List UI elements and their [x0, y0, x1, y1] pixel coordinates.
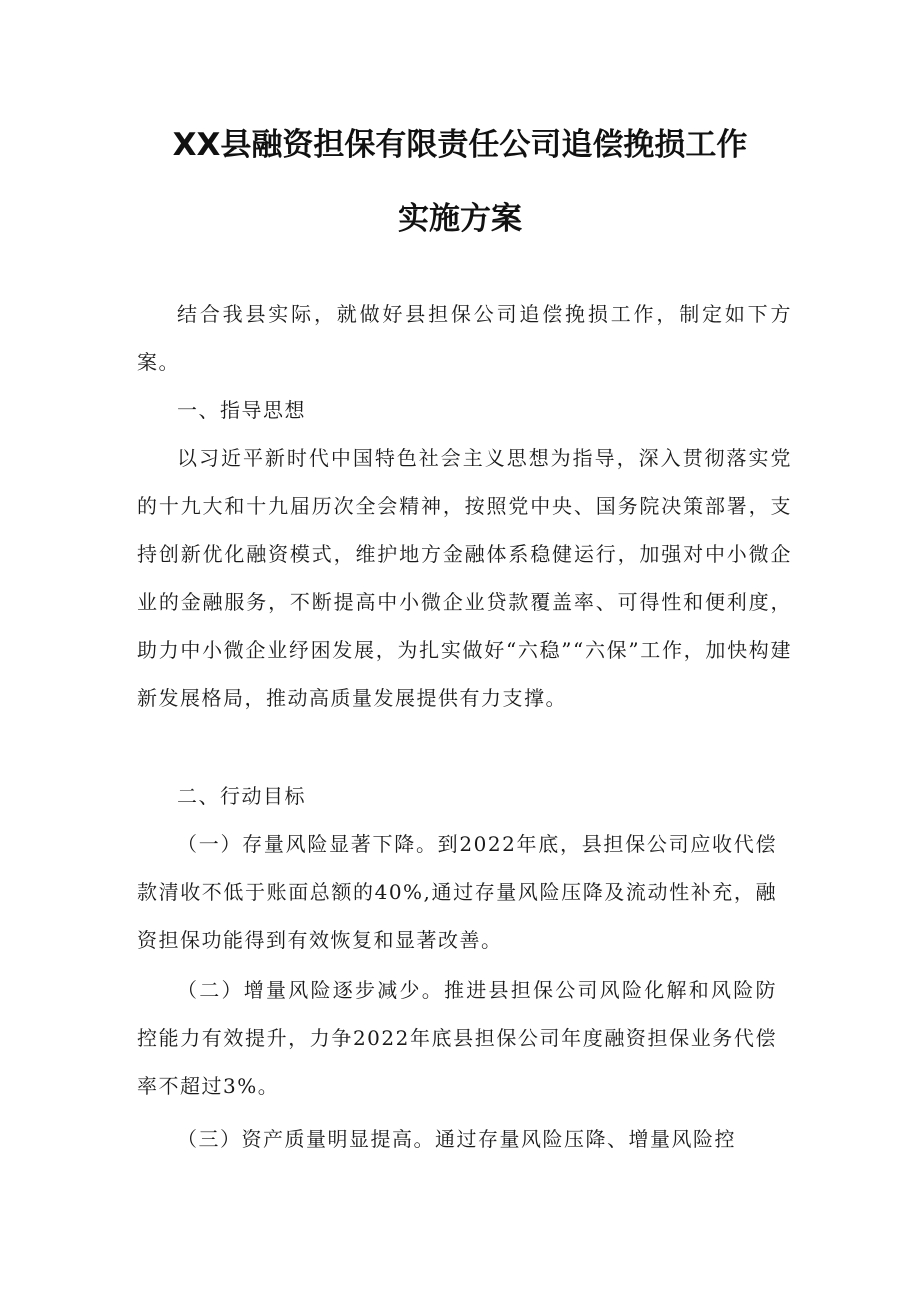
document-title-line1: XX县融资担保有限责任公司追偿挽损工作 — [172, 127, 748, 163]
goal-2-text: （二）增量风险逐步减少。推进县担保公司风险化解和风险防控能力有效提升，力争2022年底县担保公司年度融资担保业务代偿率不超过3%。 — [137, 978, 777, 1098]
goal-2-paragraph — [137, 966, 777, 1110]
section-heading-guiding-ideology — [137, 386, 792, 434]
section1-heading: 一、指导思想 — [177, 398, 306, 422]
goal-1-text: （一）存量风险显著下降。到2022年底，县担保公司应收代偿款清收不低于账面总额的40%,通过存量风险压降及流动性补充，融资担保功能得到有效恢复和显著改善。 — [137, 832, 777, 952]
goal-1-paragraph — [137, 820, 777, 964]
goal-3-paragraph — [137, 1115, 792, 1163]
intro-paragraph — [137, 290, 792, 386]
section-heading-action-goals — [137, 772, 792, 820]
section1-paragraph — [137, 434, 792, 722]
section1-text: 以习近平新时代中国特色社会主义思想为指导，深入贯彻落实党的十九大和十九届历次全会精神，按照党中央、国务院决策部署，支持创新优化融资模式，维护地方金融体系稳健运行，加强对中小微企业的金融服务，不断提高中小微企业贷款覆盖率、可得性和便利度，助力中小微企业纾困发展，为扎实做好“六稳”“六保”工作，加快构建新发展格局，推动高质量发展提供有力支撑。 — [137, 446, 792, 710]
goal-3-text: （三）资产质量明显提高。通过存量风险压降、增量风险控 — [177, 1127, 736, 1151]
intro-text: 结合我县实际，就做好县担保公司追偿挽损工作，制定如下方案。 — [137, 302, 792, 374]
section2-heading: 二、行动目标 — [177, 784, 306, 808]
document-title-line2: 实施方案 — [398, 201, 522, 237]
